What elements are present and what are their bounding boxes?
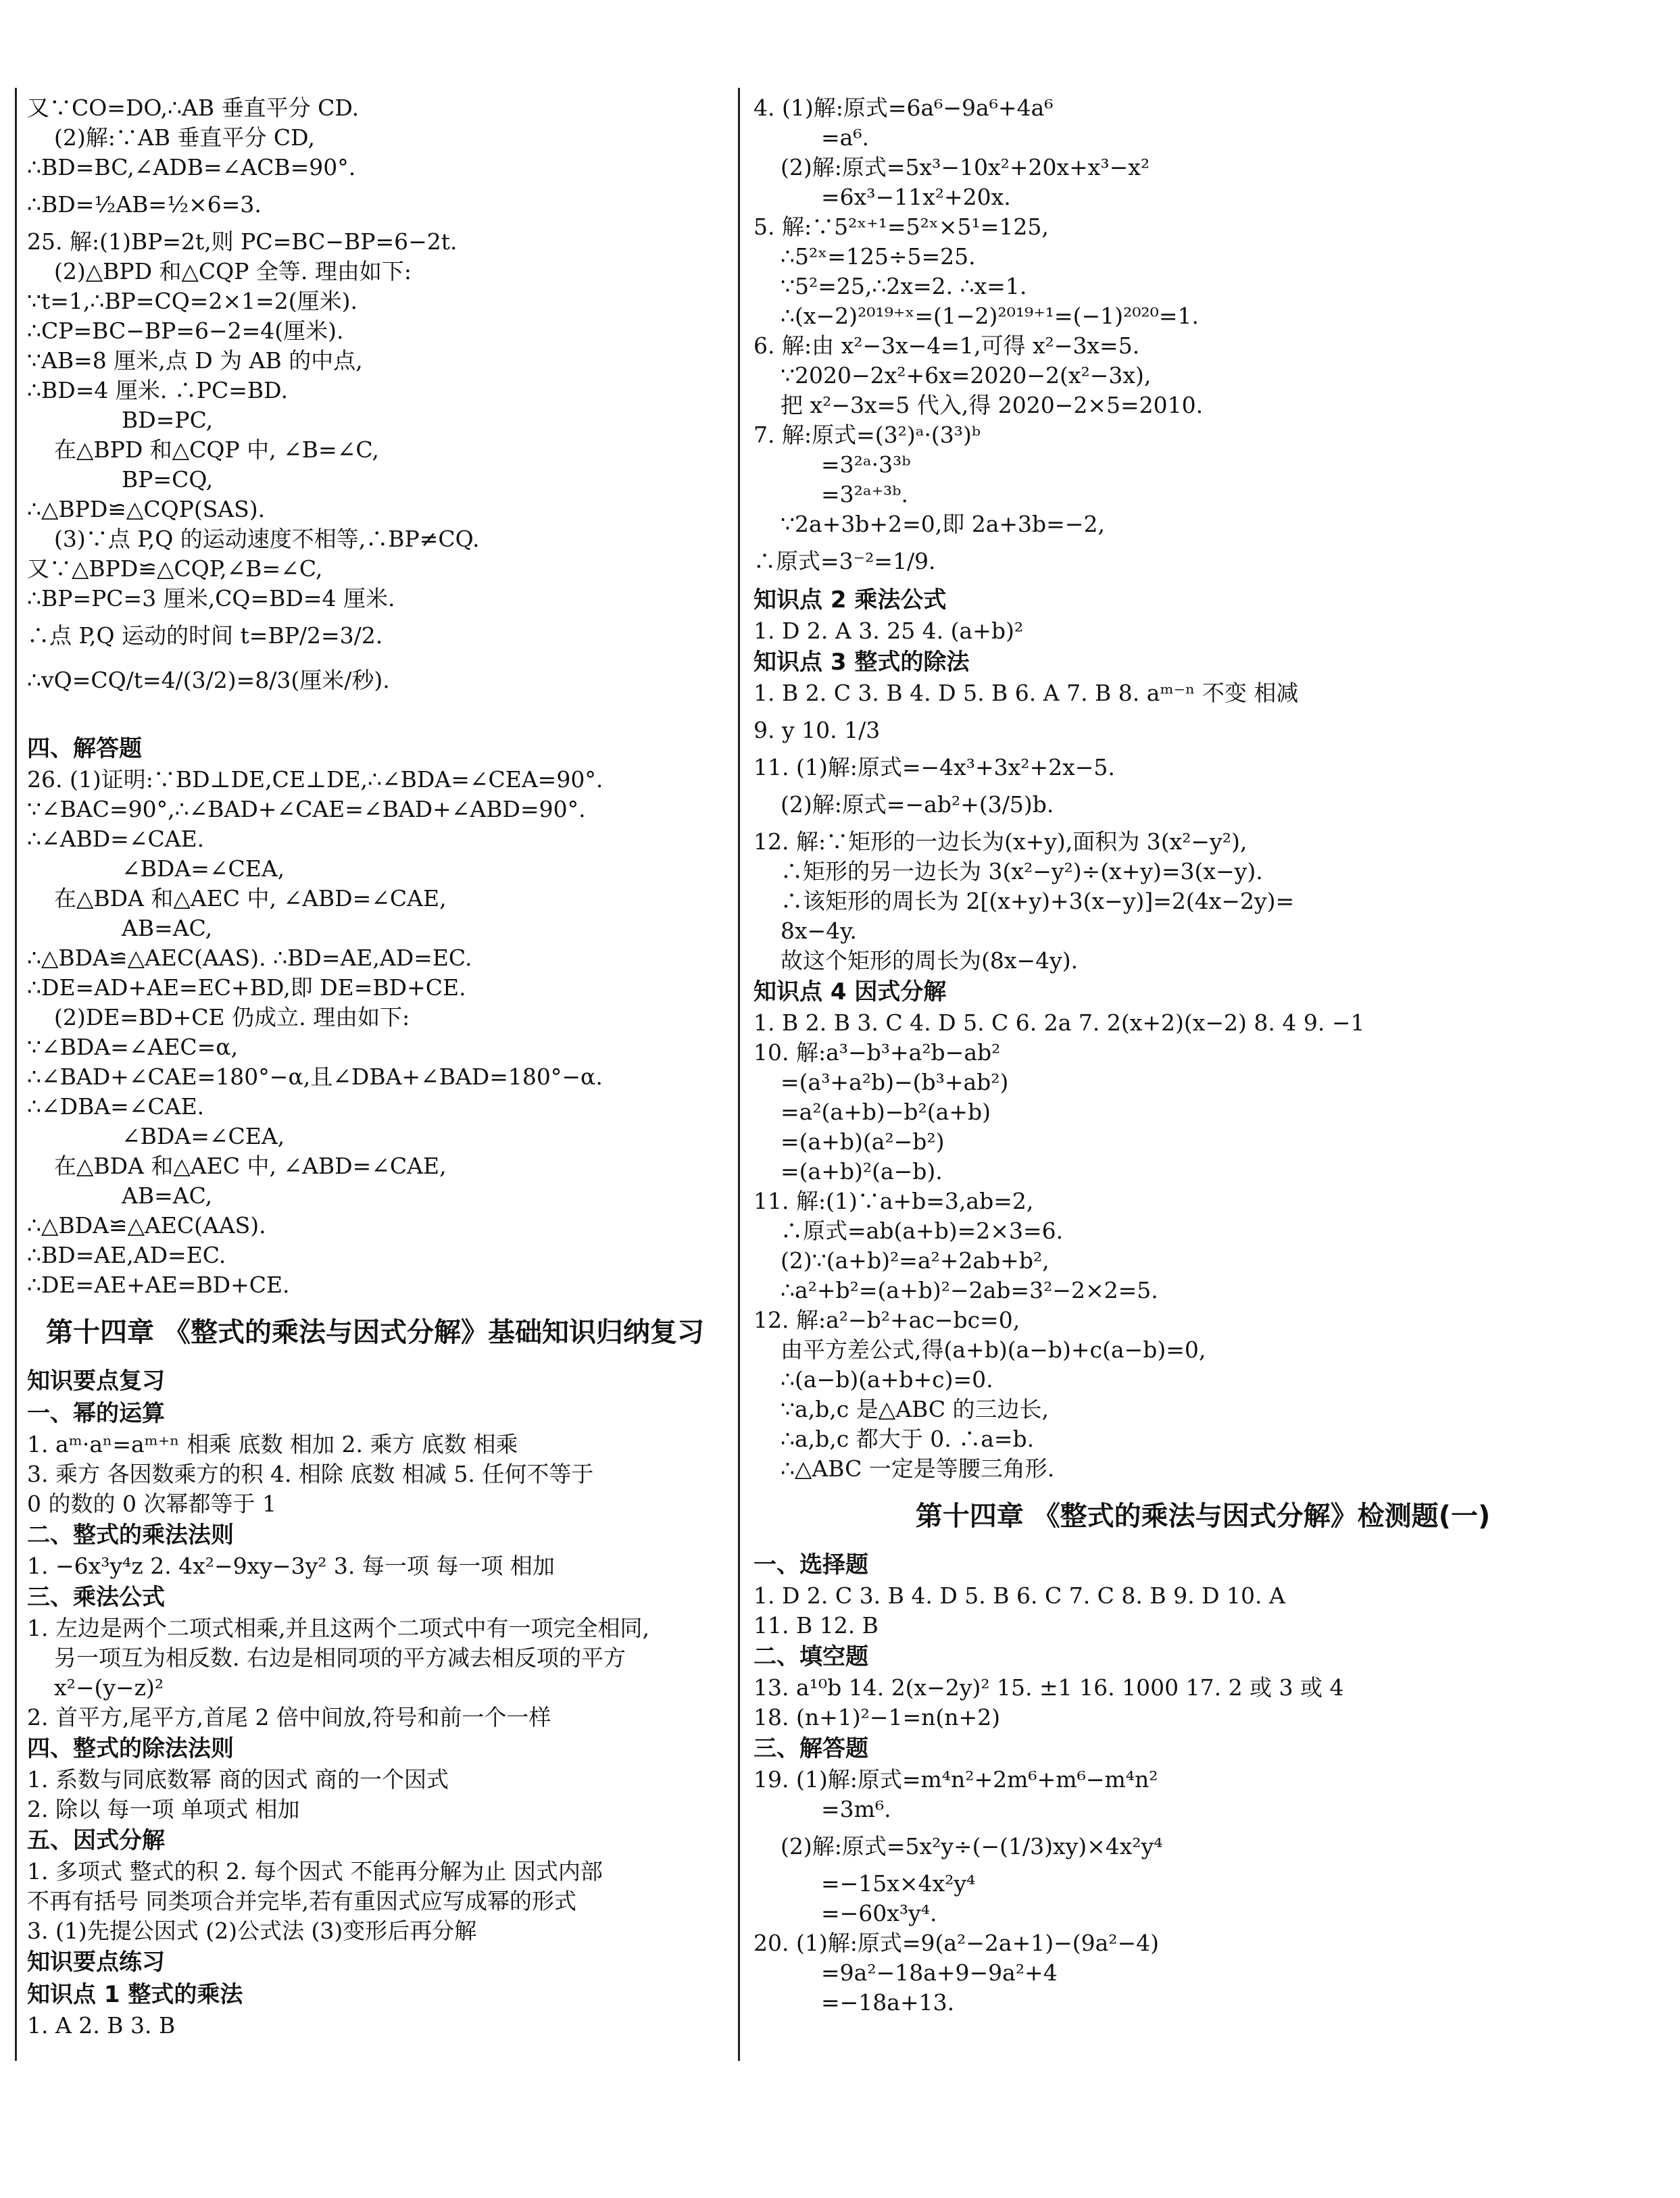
text-line: ∴(a−b)(a+b+c)=0. [781, 1366, 993, 1393]
text-line: AB=AC, [122, 1182, 213, 1209]
text-line: 9. y 10. 1/3 [753, 717, 881, 743]
text-line: 8x−4y. [781, 918, 858, 944]
text-line: ∵∠BAC=90°,∴∠BAD+∠CAE=∠BAD+∠ABD=90°. [27, 796, 586, 822]
text-line: 19. (1)解:原式=m⁴n²+2m⁶+m⁶−m⁴n² [753, 1766, 1158, 1793]
text-line: (2)解:原式=5x²y÷(−(1/3)xy)×4x²y⁴ [781, 1833, 1163, 1859]
text-line: 7. 解:原式=(3²)ᵃ·(3³)ᵇ [753, 422, 981, 448]
text-line: ∴(x−2)²⁰¹⁹⁺ˣ=(1−2)²⁰¹⁹⁺¹=(−1)²⁰²⁰=1. [781, 303, 1200, 329]
section-heading: 四、解答题 [27, 735, 142, 762]
text-line: AB=AC, [122, 915, 213, 941]
text-line: ∴vQ=CQ/t=4/(3/2)=8/3(厘米/秒). [27, 667, 390, 693]
text-line: =−60x³y⁴. [821, 1900, 937, 1926]
text-line: 1. aᵐ·aⁿ=aᵐ⁺ⁿ 相乘 底数 相加 2. 乘方 底数 相乘 [27, 1431, 518, 1457]
text-line: 1. −6x³y⁴z 2. 4x²−9xy−3y² 3. 每一项 每一项 相加 [27, 1553, 555, 1579]
text-line: x²−(y−z)² [54, 1674, 164, 1701]
text-line: ∴a²+b²=(a+b)²−2ab=3²−2×2=5. [781, 1277, 1158, 1303]
text-line: ∴点 P,Q 运动的时间 t=BP/2=3/2. [27, 622, 383, 649]
text-line: 11. 解:(1)∵a+b=3,ab=2, [753, 1188, 1034, 1214]
text-line: 3. (1)先提公因式 (2)公式法 (3)变形后再分解 [27, 1918, 477, 1944]
text-line: =(a³+a²b)−(b³+ab²) [781, 1069, 1009, 1095]
text-line: 3. 乘方 各因数乘方的积 4. 相除 底数 相减 5. 任何不等于 [27, 1461, 594, 1487]
text-line: ∴△BDA≌△AEC(AAS). ∴BD=AE,AD=EC. [27, 945, 472, 971]
text-line: ∴∠BAD+∠CAE=180°−α,且∠DBA+∠BAD=180°−α. [27, 1064, 603, 1090]
text-line: ∴BD=4 厘米. ∴PC=BD. [27, 377, 288, 403]
text-line: ∠BDA=∠CEA, [122, 1123, 285, 1149]
text-line: =9a²−18a+9−9a²+4 [821, 1959, 1058, 1986]
text-line: 在△BDA 和△AEC 中, ∠ABD=∠CAE, [54, 885, 447, 911]
section-heading: 知识点 3 整式的除法 [753, 649, 970, 676]
text-line: (3)∵点 P,Q 的运动速度不相等,∴BP≠CQ. [54, 526, 480, 552]
text-line: ∵2020−2x²+6x=2020−2(x²−3x), [781, 362, 1152, 389]
text-line: 25. 解:(1)BP=2t,则 PC=BC−BP=6−2t. [27, 228, 458, 255]
text-line: =3²ᵃ⁺³ᵇ. [821, 481, 908, 507]
section-heading: 三、解答题 [753, 1735, 868, 1762]
text-line: 2. 除以 每一项 单项式 相加 [27, 1796, 300, 1822]
section-heading: 知识要点复习 [27, 1368, 165, 1395]
text-line: 由平方差公式,得(a+b)(a−b)+c(a−b)=0, [781, 1337, 1206, 1363]
section-heading: 知识点 1 整式的乘法 [27, 1981, 243, 2008]
section-heading: 四、整式的除法法则 [27, 1735, 234, 1762]
text-line: ∵a,b,c 是△ABC 的三边长, [781, 1396, 1049, 1422]
text-line: ∴5²ˣ=125÷5=25. [781, 243, 976, 270]
text-line: 另一项互为相反数. 右边是相同项的平方减去相反项的平方 [54, 1645, 626, 1671]
text-line: ∴BD=BC,∠ADB=∠ACB=90°. [27, 154, 356, 180]
text-line: ∴DE=AE+AE=BD+CE. [27, 1272, 290, 1298]
text-line: ∴该矩形的周长为 2[(x+y)+3(x−y)]=2(4x−2y)= [781, 888, 1295, 914]
text-line: =a²(a+b)−b²(a+b) [781, 1099, 991, 1125]
chapter-heading: 第十四章 《整式的乘法与因式分解》基础知识归纳复习 [46, 1317, 704, 1348]
text-line: 1. A 2. B 3. B [27, 2012, 176, 2039]
text-line: 20. (1)解:原式=9(a²−2a+1)−(9a²−4) [753, 1930, 1160, 1956]
text-line: ∴BD=½AB=½×6=3. [27, 191, 262, 218]
section-heading: 知识要点练习 [27, 1949, 165, 1976]
text-line: 11. (1)解:原式=−4x³+3x²+2x−5. [753, 754, 1115, 780]
text-line: 4. (1)解:原式=6a⁶−9a⁶+4a⁶ [753, 95, 1054, 121]
text-line: 11. B 12. B [753, 1612, 879, 1639]
text-line: =(a+b)²(a−b). [781, 1158, 943, 1184]
text-line: 6. 解:由 x²−3x−4=1,可得 x²−3x=5. [753, 332, 1140, 359]
section-heading: 知识点 2 乘法公式 [753, 586, 947, 614]
text-line: ∴CP=BC−BP=6−2=4(厘米). [27, 318, 344, 344]
text-line: 1. D 2. A 3. 25 4. (a+b)² [753, 618, 1024, 644]
text-line: 在△BDA 和△AEC 中, ∠ABD=∠CAE, [54, 1153, 447, 1179]
text-line: 18. (n+1)²−1=n(n+2) [753, 1704, 1001, 1730]
section-heading: 一、选择题 [753, 1551, 868, 1578]
text-line: ∴原式=3⁻²=1/9. [753, 548, 936, 574]
text-line: 12. 解:∵矩形的一边长为(x+y),面积为 3(x²−y²), [753, 828, 1247, 855]
section-heading: 一、幂的运算 [27, 1400, 165, 1427]
text-line: ∴BD=AE,AD=EC. [27, 1242, 226, 1268]
right-column [753, 93, 1652, 2018]
text-line: ∴矩形的另一边长为 3(x²−y²)÷(x+y)=3(x−y). [781, 858, 1263, 884]
text-line: ∵t=1,∴BP=CQ=2×1=2(厘米). [27, 288, 357, 314]
chapter-heading: 第十四章 《整式的乘法与因式分解》检测题(一) [915, 1501, 1491, 1532]
text-line: 5. 解:∵5²ˣ⁺¹=5²ˣ×5¹=125, [753, 214, 1049, 240]
text-line: ∴原式=ab(a+b)=2×3=6. [781, 1218, 1064, 1244]
text-line: 把 x²−3x=5 代入,得 2020−2×5=2010. [781, 392, 1204, 418]
section-heading: 三、乘法公式 [27, 1584, 165, 1611]
text-line: (2)DE=BD+CE 仍成立. 理由如下: [54, 1004, 410, 1030]
text-line: 故这个矩形的周长为(8x−4y). [781, 947, 1079, 974]
text-line: BD=PC, [122, 407, 214, 433]
text-line: =6x³−11x²+20x. [821, 184, 1011, 210]
text-line: ∴△BPD≌△CQP(SAS). [27, 496, 266, 522]
text-line: ∵AB=8 厘米,点 D 为 AB 的中点, [27, 347, 363, 374]
text-line: (2)△BPD 和△CQP 全等. 理由如下: [54, 258, 412, 284]
text-line: ∠BDA=∠CEA, [122, 855, 285, 882]
text-line: BP=CQ, [122, 466, 214, 493]
section-heading: 五、因式分解 [27, 1827, 165, 1854]
section-heading: 知识点 4 因式分解 [753, 978, 947, 1005]
text-line: 1. 多项式 整式的积 2. 每个因式 不能再分解为止 因式内部 [27, 1858, 603, 1884]
text-line: ∴△ABC 一定是等腰三角形. [781, 1455, 1055, 1482]
text-line: ∵∠BDA=∠AEC=α, [27, 1034, 239, 1060]
text-line: =−15x×4x²y⁴ [821, 1870, 976, 1897]
text-line: ∴BP=PC=3 厘米,CQ=BD=4 厘米. [27, 585, 395, 611]
text-line: (2)∵(a+b)²=a²+2ab+b², [781, 1247, 1049, 1274]
text-line: 在△BPD 和△CQP 中, ∠B=∠C, [54, 436, 379, 463]
text-line: (2)解:∵AB 垂直平分 CD, [54, 124, 315, 151]
text-line: (2)解:原式=5x³−10x²+20x+x³−x² [781, 154, 1150, 180]
text-line: (2)解:原式=−ab²+(3/5)b. [781, 791, 1054, 818]
text-line: ∴∠DBA=∠CAE. [27, 1093, 205, 1120]
text-line: 0 的数的 0 次幂都等于 1 [27, 1491, 276, 1517]
text-line: ∴∠ABD=∠CAE. [27, 826, 205, 852]
text-line: ∴a,b,c 都大于 0. ∴a=b. [781, 1426, 1035, 1452]
text-line: ∵2a+3b+2=0,即 2a+3b=−2, [781, 511, 1105, 537]
text-line: 2. 首平方,尾平方,首尾 2 倍中间放,符号和前一个一样 [27, 1704, 551, 1730]
text-line: 不再有括号 同类项合并完毕,若有重因式应写成幂的形式 [27, 1888, 576, 1914]
text-line: =−18a+13. [821, 1989, 955, 2016]
text-line: ∴△BDA≌△AEC(AAS). [27, 1212, 266, 1239]
text-line: =(a+b)(a²−b²) [781, 1128, 945, 1155]
text-line: ∴DE=AD+AE=EC+BD,即 DE=BD+CE. [27, 974, 466, 1001]
text-line: 1. 左边是两个二项式相乘,并且这两个二项式中有一项完全相同, [27, 1615, 649, 1641]
text-line: 1. 系数与同底数幂 商的因式 商的一个因式 [27, 1766, 449, 1793]
section-heading: 二、整式的乘法法则 [27, 1522, 234, 1549]
column-divider [738, 88, 740, 2061]
text-line: 1. B 2. C 3. B 4. D 5. B 6. A 7. B 8. aᵐ⁻ⁿ 不变 相减 [753, 680, 1299, 706]
left-margin-rule [15, 88, 17, 2061]
text-line: 1. D 2. C 3. B 4. D 5. B 6. C 7. C 8. B 9. D 10. A [753, 1582, 1285, 1609]
text-line: 1. B 2. B 3. C 4. D 5. C 6. 2a 7. 2(x+2)(x−2) 8. 4 9. −1 [753, 1009, 1365, 1036]
left-column [27, 93, 723, 2041]
text-line: 13. a¹⁰b 14. 2(x−2y)² 15. ±1 16. 1000 17. 2 或 3 或 4 [753, 1674, 1344, 1701]
text-line: 又∵CO=DO,∴AB 垂直平分 CD. [27, 95, 360, 121]
text-line: ∵5²=25,∴2x=2. ∴x=1. [781, 273, 1027, 299]
text-line: 12. 解:a²−b²+ac−bc=0, [753, 1307, 1020, 1333]
text-line: =3m⁶. [821, 1796, 891, 1822]
text-line: 26. (1)证明:∵BD⊥DE,CE⊥DE,∴∠BDA=∠CEA=90°. [27, 766, 603, 793]
text-line: =3²ᵃ·3³ᵇ [821, 451, 911, 478]
text-line: =a⁶. [821, 124, 870, 151]
text-line: 10. 解:a³−b³+a²b−ab² [753, 1039, 1001, 1066]
text-line [27, 703, 723, 732]
text-line: 又∵△BPD≌△CQP,∠B=∠C, [27, 555, 323, 582]
section-heading: 二、填空题 [753, 1643, 868, 1670]
